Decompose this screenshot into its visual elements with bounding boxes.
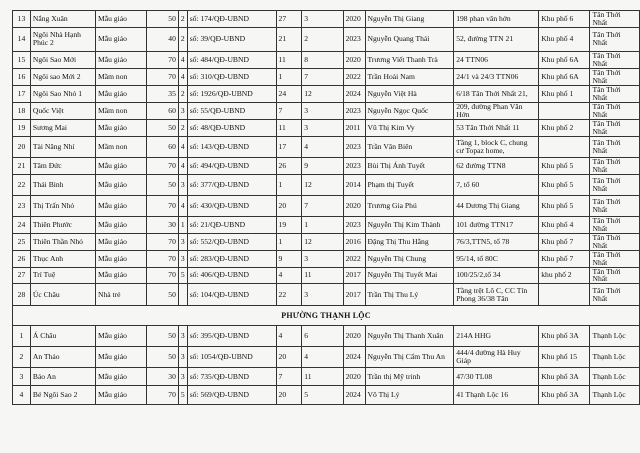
room-count-cell: 2 (178, 27, 187, 51)
school-type-cell: Mẫu giáo (95, 174, 146, 195)
row-number-cell: 17 (13, 85, 31, 102)
capacity-cell: 40 (147, 27, 179, 51)
decision-number-cell: số: 406/QĐ-UBND (187, 267, 276, 284)
table-row (13, 85, 640, 102)
room-count-cell: 3 (178, 368, 187, 386)
school-type-cell: Mẫu giáo (95, 326, 146, 347)
year-cell: 2020 (343, 368, 365, 386)
room-count-cell: 4 (178, 136, 187, 157)
year-cell: 2023 (343, 216, 365, 233)
table-row (13, 267, 640, 284)
owner-name-cell: Võ Thị Lý (365, 386, 454, 405)
ward-cell: Thạnh Lộc (590, 368, 640, 386)
room-count-cell: 3 (178, 233, 187, 250)
school-type-cell: Mầm non (95, 102, 146, 119)
year-cell: 2020 (343, 326, 365, 347)
ward-cell: Tân Thới Nhất (590, 157, 640, 174)
row-number-cell: 25 (13, 233, 31, 250)
staff-count-cell: 20 (276, 195, 302, 216)
table-row (13, 284, 640, 306)
staff-count-cell: 1 (276, 68, 302, 85)
year-cell: 2023 (343, 157, 365, 174)
school-name-cell: Tâm Đức (30, 157, 95, 174)
year-cell: 2023 (343, 136, 365, 157)
quarter-cell: Khu phố 6 (539, 11, 590, 28)
capacity-cell: 50 (147, 284, 179, 306)
decision-number-cell: số: 494/QĐ-UBND (187, 157, 276, 174)
year-cell: 2024 (343, 85, 365, 102)
quarter-cell: Khu phố 7 (539, 250, 590, 267)
capacity-cell: 30 (147, 216, 179, 233)
class-count-cell: 8 (302, 51, 343, 68)
room-count-cell: 5 (178, 386, 187, 405)
address-cell: Tầng 1, block C, chung cư Topaz home, (454, 136, 539, 157)
school-name-cell: Thục Anh (30, 250, 95, 267)
ward-cell: Thạnh Lộc (590, 347, 640, 368)
year-cell: 2011 (343, 119, 365, 136)
staff-count-cell: 20 (276, 347, 302, 368)
row-number-cell: 23 (13, 195, 31, 216)
decision-number-cell: số: 21/QĐ-UBND (187, 216, 276, 233)
staff-count-cell: 11 (276, 51, 302, 68)
school-name-cell: Nắng Xuân (30, 11, 95, 28)
address-cell: 24/1 và 24/3 TTN06 (454, 68, 539, 85)
owner-name-cell: Trần thị Mỹ trinh (365, 368, 454, 386)
address-cell: 100/25/2,tổ 34 (454, 267, 539, 284)
decision-number-cell: số: 395/QĐ-UBND (187, 326, 276, 347)
ward-cell: Tân Thới Nhất (590, 119, 640, 136)
capacity-cell: 60 (147, 102, 179, 119)
address-cell: 198 phan văn hớn (454, 11, 539, 28)
quarter-cell: Khu phố 4 (539, 27, 590, 51)
ward-cell: Thạnh Lộc (590, 326, 640, 347)
decision-number-cell: số: 484/QĐ-UBND (187, 51, 276, 68)
staff-count-cell: 21 (276, 27, 302, 51)
staff-count-cell: 1 (276, 233, 302, 250)
school-type-cell: Mẫu giáo (95, 250, 146, 267)
capacity-cell: 30 (147, 368, 179, 386)
quarter-cell (539, 284, 590, 306)
owner-name-cell: Bùi Thị Ánh Tuyết (365, 157, 454, 174)
year-cell: 2020 (343, 195, 365, 216)
staff-count-cell: 7 (276, 368, 302, 386)
quarter-cell: Khu phố 1 (539, 85, 590, 102)
class-count-cell: 1 (302, 216, 343, 233)
room-count-cell (178, 284, 187, 306)
address-cell: 53 Tân Thới Nhất 11 (454, 119, 539, 136)
row-number-cell: 15 (13, 51, 31, 68)
quarter-cell: Khu phố 15 (539, 347, 590, 368)
ward-cell: Tân Thới Nhất (590, 102, 640, 119)
staff-count-cell: 17 (276, 136, 302, 157)
staff-count-cell: 9 (276, 250, 302, 267)
ward-cell: Thạnh Lộc (590, 386, 640, 405)
room-count-cell: 2 (178, 119, 187, 136)
class-count-cell: 3 (302, 284, 343, 306)
row-number-cell: 21 (13, 157, 31, 174)
school-name-cell: Thiên Thần Nhỏ (30, 233, 95, 250)
school-type-cell: Mẫu giáo (95, 347, 146, 368)
ward-cell: Tân Thới Nhất (590, 85, 640, 102)
capacity-cell: 50 (147, 347, 179, 368)
class-count-cell: 3 (302, 119, 343, 136)
address-cell: 52, đường TTN 21 (454, 27, 539, 51)
class-count-cell: 7 (302, 195, 343, 216)
address-cell: 62 đường TTN8 (454, 157, 539, 174)
year-cell: 2024 (343, 386, 365, 405)
school-type-cell: Mẫu giáo (95, 51, 146, 68)
quarter-cell: Khu phố 5 (539, 195, 590, 216)
table-row (13, 157, 640, 174)
owner-name-cell: Trương Viết Thanh Trà (365, 51, 454, 68)
ward-cell: Tân Thới Nhất (590, 11, 640, 28)
quarter-cell: Khu phố 2 (539, 119, 590, 136)
owner-name-cell: Đặng Thị Thu Hằng (365, 233, 454, 250)
owner-name-cell: Trần Thị Thu Lý (365, 284, 454, 306)
owner-name-cell: Nguyễn Thị Cẩm Thu An (365, 347, 454, 368)
class-count-cell: 4 (302, 347, 343, 368)
address-cell: 44 Dương Thị Giang (454, 195, 539, 216)
decision-number-cell: số: 1926/QĐ-UBND (187, 85, 276, 102)
section-title: PHƯỜNG THẠNH LỘC (13, 306, 640, 326)
row-number-cell: 2 (13, 347, 31, 368)
row-number-cell: 27 (13, 267, 31, 284)
class-count-cell: 6 (302, 326, 343, 347)
schools-table (12, 10, 640, 405)
school-name-cell: Sương Mai (30, 119, 95, 136)
address-cell: Tầng trệt Lô C, CC Tín Phong 36/38 Tân (454, 284, 539, 306)
school-type-cell: Mẫu giáo (95, 119, 146, 136)
school-name-cell: Thiên Phước (30, 216, 95, 233)
year-cell: 2022 (343, 250, 365, 267)
room-count-cell: 3 (178, 102, 187, 119)
ward-cell: Tân Thới Nhất (590, 233, 640, 250)
class-count-cell: 7 (302, 68, 343, 85)
room-count-cell: 1 (178, 216, 187, 233)
decision-number-cell: số: 1054/QĐ-UBND (187, 347, 276, 368)
school-name-cell: Úc Châu (30, 284, 95, 306)
class-count-cell: 12 (302, 233, 343, 250)
address-cell: 47/30 TL08 (454, 368, 539, 386)
capacity-cell: 70 (147, 250, 179, 267)
staff-count-cell: 19 (276, 216, 302, 233)
class-count-cell: 3 (302, 11, 343, 28)
row-number-cell: 3 (13, 368, 31, 386)
table-row (13, 136, 640, 157)
class-count-cell: 9 (302, 157, 343, 174)
ward-cell: Tân Thới Nhất (590, 267, 640, 284)
school-type-cell: Mẫu giáo (95, 157, 146, 174)
ward-thanh-loc-rows (13, 326, 640, 405)
class-count-cell: 4 (302, 136, 343, 157)
class-count-cell: 12 (302, 174, 343, 195)
ward-cell: Tân Thới Nhất (590, 195, 640, 216)
ward-cell: Tân Thới Nhất (590, 216, 640, 233)
school-type-cell: Mẫu giáo (95, 386, 146, 405)
school-name-cell: Ngôi sao Mới 2 (30, 68, 95, 85)
capacity-cell: 70 (147, 68, 179, 85)
owner-name-cell: Trần Văn Biên (365, 136, 454, 157)
table-row (13, 68, 640, 85)
room-count-cell: 3 (178, 174, 187, 195)
row-number-cell: 1 (13, 326, 31, 347)
capacity-cell: 70 (147, 267, 179, 284)
school-type-cell: Mẫu giáo (95, 368, 146, 386)
owner-name-cell: Nguyễn Việt Hà (365, 85, 454, 102)
room-count-cell: 5 (178, 267, 187, 284)
year-cell: 2016 (343, 233, 365, 250)
owner-name-cell: Nguyễn Ngọc Quốc (365, 102, 454, 119)
table-row (13, 386, 640, 405)
owner-name-cell: Nguyễn Thị Kim Thành (365, 216, 454, 233)
address-cell: 214A HHG (454, 326, 539, 347)
capacity-cell: 70 (147, 157, 179, 174)
row-number-cell: 16 (13, 68, 31, 85)
room-count-cell: 3 (178, 326, 187, 347)
table-row (13, 11, 640, 28)
class-count-cell: 5 (302, 386, 343, 405)
quarter-cell: khu phố 2 (539, 267, 590, 284)
staff-count-cell: 1 (276, 174, 302, 195)
school-name-cell: Tài Năng Nhí (30, 136, 95, 157)
quarter-cell: Khu phố 5 (539, 174, 590, 195)
ward-cell: Tân Thới Nhất (590, 174, 640, 195)
year-cell: 2020 (343, 51, 365, 68)
row-number-cell: 18 (13, 102, 31, 119)
room-count-cell: 4 (178, 195, 187, 216)
capacity-cell: 70 (147, 195, 179, 216)
staff-count-cell: 20 (276, 386, 302, 405)
address-cell: 7, tổ 60 (454, 174, 539, 195)
decision-number-cell: số: 430/QĐ-UBND (187, 195, 276, 216)
table-row (13, 195, 640, 216)
table-row (13, 119, 640, 136)
quarter-cell: Khu phố 3A (539, 326, 590, 347)
row-number-cell: 4 (13, 386, 31, 405)
owner-name-cell: Nguyễn Thị Thanh Xuân (365, 326, 454, 347)
ward-tan-thoi-nhat-rows (13, 11, 640, 306)
table-row (13, 27, 640, 51)
quarter-cell: Khu phố 3A (539, 386, 590, 405)
room-count-cell: 2 (178, 85, 187, 102)
ward-cell: Tân Thới Nhất (590, 136, 640, 157)
capacity-cell: 50 (147, 326, 179, 347)
decision-number-cell: số: 174/QĐ-UBND (187, 11, 276, 28)
ward-cell: Tân Thới Nhất (590, 250, 640, 267)
quarter-cell: Khu phố 7 (539, 233, 590, 250)
room-count-cell: 3 (178, 347, 187, 368)
room-count-cell: 2 (178, 11, 187, 28)
school-type-cell: Mẫu giáo (95, 216, 146, 233)
year-cell: 2022 (343, 68, 365, 85)
decision-number-cell: số: 283/QĐ-UBND (187, 250, 276, 267)
address-cell: 24 TTN06 (454, 51, 539, 68)
capacity-cell: 50 (147, 119, 179, 136)
room-count-cell: 4 (178, 51, 187, 68)
row-number-cell: 22 (13, 174, 31, 195)
address-cell: 101 đường TTN17 (454, 216, 539, 233)
address-cell: 95/14, tổ 80C (454, 250, 539, 267)
owner-name-cell: Nguyễn Thị Chung (365, 250, 454, 267)
school-type-cell: Mầm non (95, 136, 146, 157)
address-cell: 444/4 đường Hà Huy Giáp (454, 347, 539, 368)
quarter-cell: Khu phố 6A (539, 51, 590, 68)
capacity-cell: 70 (147, 233, 179, 250)
room-count-cell: 4 (178, 157, 187, 174)
decision-number-cell: số: 310/QĐ-UBND (187, 68, 276, 85)
decision-number-cell: số: 552/QĐ-UBND (187, 233, 276, 250)
table-row (13, 326, 640, 347)
school-type-cell: Mẫu giáo (95, 195, 146, 216)
owner-name-cell: Vũ Thị Kim Vy (365, 119, 454, 136)
row-number-cell: 28 (13, 284, 31, 306)
ward-cell: Tân Thới Nhất (590, 68, 640, 85)
quarter-cell: Khu phố 6A (539, 68, 590, 85)
decision-number-cell: số: 55/QĐ-UBND (187, 102, 276, 119)
decision-number-cell: số: 48/QĐ-UBND (187, 119, 276, 136)
school-name-cell: Ngôi Sao Nhỏ 1 (30, 85, 95, 102)
row-number-cell: 14 (13, 27, 31, 51)
year-cell: 2023 (343, 27, 365, 51)
section-header-row (13, 306, 640, 326)
decision-number-cell: số: 39/QĐ-UBND (187, 27, 276, 51)
quarter-cell: Khu phố 5 (539, 157, 590, 174)
quarter-cell: Khu phố 3A (539, 368, 590, 386)
quarter-cell: Khu phố 4 (539, 216, 590, 233)
school-name-cell: Á Châu (30, 326, 95, 347)
staff-count-cell: 22 (276, 284, 302, 306)
address-cell: 6/18 Tân Thới Nhất 21, (454, 85, 539, 102)
school-name-cell: Ngôi Nhà Hạnh Phúc 2 (30, 27, 95, 51)
table-row (13, 51, 640, 68)
school-name-cell: Thái Bình (30, 174, 95, 195)
year-cell: 2024 (343, 347, 365, 368)
owner-name-cell: Trương Gia Phú (365, 195, 454, 216)
decision-number-cell: số: 377/QĐ-UBND (187, 174, 276, 195)
table-row (13, 233, 640, 250)
ward-cell: Tân Thới Nhất (590, 27, 640, 51)
year-cell: 2023 (343, 102, 365, 119)
owner-name-cell: Trần Hoài Nam (365, 68, 454, 85)
capacity-cell: 50 (147, 11, 179, 28)
owner-name-cell: Nguyễn Thị Giang (365, 11, 454, 28)
row-number-cell: 20 (13, 136, 31, 157)
decision-number-cell: số: 104/QĐ-UBND (187, 284, 276, 306)
owner-name-cell: Nguyễn Quang Thái (365, 27, 454, 51)
school-name-cell: Bé Ngôi Sao 2 (30, 386, 95, 405)
year-cell: 2020 (343, 11, 365, 28)
class-count-cell: 2 (302, 27, 343, 51)
capacity-cell: 50 (147, 174, 179, 195)
row-number-cell: 19 (13, 119, 31, 136)
table-row (13, 368, 640, 386)
room-count-cell: 3 (178, 250, 187, 267)
class-count-cell: 3 (302, 102, 343, 119)
school-type-cell: Mẫu giáo (95, 27, 146, 51)
capacity-cell: 35 (147, 85, 179, 102)
capacity-cell: 60 (147, 136, 179, 157)
decision-number-cell: số: 143/QĐ-UBND (187, 136, 276, 157)
school-name-cell: Bảo An (30, 368, 95, 386)
school-type-cell: Mầm non (95, 68, 146, 85)
quarter-cell (539, 136, 590, 157)
school-type-cell: Mẫu giáo (95, 11, 146, 28)
table-row (13, 216, 640, 233)
owner-name-cell: Nguyễn Thị Tuyết Mai (365, 267, 454, 284)
staff-count-cell: 4 (276, 267, 302, 284)
staff-count-cell: 24 (276, 85, 302, 102)
row-number-cell: 24 (13, 216, 31, 233)
school-name-cell: Ngôi Sao Mới (30, 51, 95, 68)
table-row (13, 102, 640, 119)
school-type-cell: Nhà trẻ (95, 284, 146, 306)
staff-count-cell: 4 (276, 326, 302, 347)
year-cell: 2014 (343, 174, 365, 195)
address-cell: 41 Thạnh Lộc 16 (454, 386, 539, 405)
class-count-cell: 12 (302, 85, 343, 102)
quarter-cell (539, 102, 590, 119)
staff-count-cell: 27 (276, 11, 302, 28)
table-row (13, 347, 640, 368)
school-name-cell: Trí Tuệ (30, 267, 95, 284)
staff-count-cell: 7 (276, 102, 302, 119)
row-number-cell: 26 (13, 250, 31, 267)
school-type-cell: Mẫu giáo (95, 267, 146, 284)
row-number-cell: 13 (13, 11, 31, 28)
capacity-cell: 70 (147, 51, 179, 68)
school-name-cell: Quốc Việt (30, 102, 95, 119)
owner-name-cell: Phạm thị Tuyết (365, 174, 454, 195)
class-count-cell: 11 (302, 267, 343, 284)
room-count-cell: 4 (178, 68, 187, 85)
school-type-cell: Mẫu giáo (95, 85, 146, 102)
school-name-cell: Thị Trấn Nhỏ (30, 195, 95, 216)
ward-cell: Tân Thới Nhất (590, 284, 640, 306)
year-cell: 2017 (343, 284, 365, 306)
address-cell: 76/3,TTN5, tổ 78 (454, 233, 539, 250)
decision-number-cell: số: 569/QĐ-UBND (187, 386, 276, 405)
staff-count-cell: 26 (276, 157, 302, 174)
class-count-cell: 3 (302, 250, 343, 267)
decision-number-cell: số: 735/QĐ-UBND (187, 368, 276, 386)
year-cell: 2017 (343, 267, 365, 284)
table-row (13, 250, 640, 267)
capacity-cell: 70 (147, 386, 179, 405)
ward-cell: Tân Thới Nhất (590, 51, 640, 68)
table-row (13, 174, 640, 195)
school-type-cell: Mẫu giáo (95, 233, 146, 250)
address-cell: 209, đường Phan Văn Hớn (454, 102, 539, 119)
class-count-cell: 11 (302, 368, 343, 386)
school-name-cell: An Thảo (30, 347, 95, 368)
staff-count-cell: 11 (276, 119, 302, 136)
